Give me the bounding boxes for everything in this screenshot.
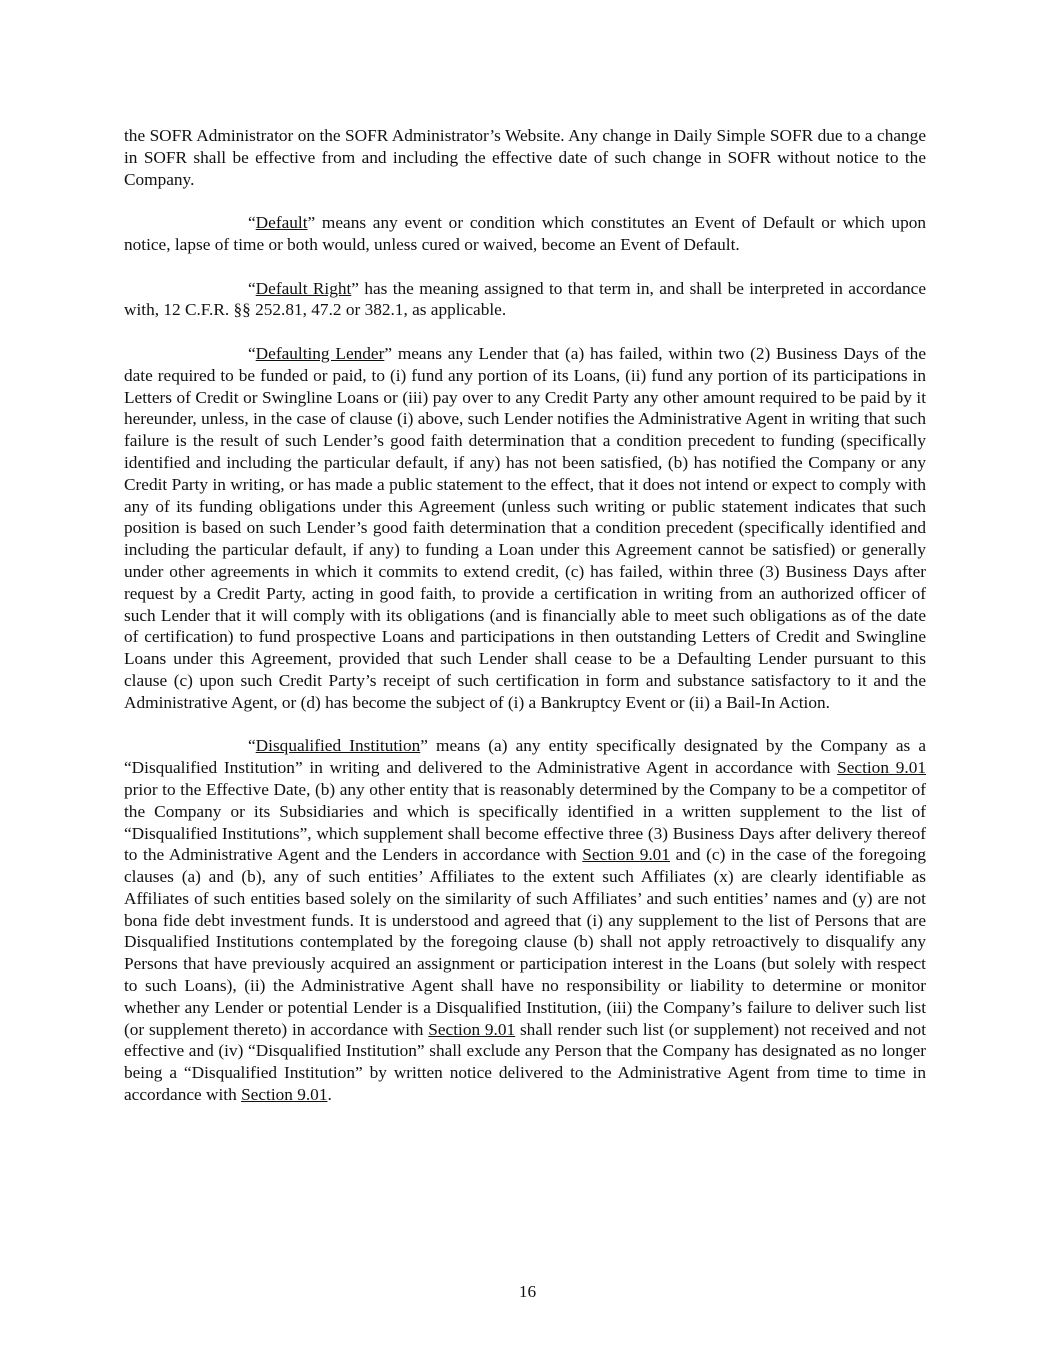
term-default-right: Default Right	[255, 278, 352, 298]
term-disqualified-institution: Disqualified Institution	[255, 736, 421, 756]
definition-text: .	[327, 1085, 332, 1105]
open-quote: “	[248, 213, 256, 233]
open-quote: “	[248, 343, 256, 363]
definition-text: ” means any Lender that (a) has failed, within two (2) Business Days of the date required to be funded or paid, to (i) fund any portion of its Loans, (ii) fund any portion of its participations in Letters of Credit or Swingline Loans or (iii) pay over to any Credit Party any other amount required to be paid by it hereunder, unless, in the case of clause (i) above, such Lender notifies the Administrative Agent in writing that such failure is the result of such Lender’s good faith determination that a condition precedent to funding (specifically identified and including the particular default, if any) has not been satisfied, (b) has notified the Company or any Credit Party in writing, or has made a public statement to the effect, that it does not intend or expect to comply with any of its funding obligations under this Agreement (unless such writing or public statement indicates that such position is based on such Lender’s good faith determination that a condition precedent (specifically identified and including the particular default, if any) to funding a Loan under this Agreement cannot be satisfied) or generally under other agreements in which it commits to extend credit, (c) has failed, within three (3) Business Days after request by a Credit Party, acting in good faith, to provide a certification in writing from an authorized officer of such Lender that it will comply with its obligations (and is financially able to meet such obligations as of the date of certification) to fund prospective Loans and participations in then outstanding Letters of Credit and Swingline Loans under this Agreement, provided that such Lender shall cease to be a Defaulting Lender pursuant to this clause (c) upon such Credit Party’s receipt of such certification in form and substance satisfactory to it and the Administrative Agent, or (d) has become the subject of (i) a Bankruptcy Event or (ii) a Bail-In Action.	[124, 343, 926, 712]
term-default: Default	[255, 213, 308, 233]
definition-defaulting-lender	[124, 343, 926, 714]
term-defaulting-lender: Defaulting Lender	[255, 343, 385, 363]
definition-text: and (c) in the case of the foregoing clauses (a) and (b), any of such entities’ Affiliates to the extent such Affiliates (x) are clearly identifiable as Affiliates of such entities based solely on the similarity of such Affiliates’ and such entities’ names and (y) are not bona fide debt investment funds. It is understood and agreed that (i) any supplement to the list of Persons that are Disqualified Institutions contemplated by the foregoing clause (b) shall not apply retroactively to disqualify any Persons that have previously acquired an assignment or participation interest in the Loans (but solely with respect to such Loans), (ii) the Administrative Agent shall have no responsibility or liability to determine or monitor whether any Lender or potential Lender is a Disqualified Institution, (iii) the Company’s failure to deliver such list (or supplement thereto) in accordance with	[124, 845, 926, 1039]
section-reference: Section 9.01	[241, 1085, 328, 1105]
definition-text: ” means (a) any entity specifically designated by the Company as a “Disqualified Institution” in writing and delivered to the Administrative Agent in accordance with	[124, 736, 926, 778]
definition-text: prior to the Effective Date, (b) any other entity that is reasonably determined by the Company to be a competitor of the Company or its Subsidiaries and which is specifically identified in a written supplement to the list of “Disqualified Institutions”, which supplement shall become effective three (3) Business Days after delivery thereof to the Administrative Agent and the Lenders in accordance with	[124, 779, 926, 865]
document-page	[124, 125, 926, 1128]
definition-disqualified-institution	[124, 735, 926, 1106]
definition-text: ” has the meaning assigned to that term in, and shall be interpreted in accordance with, 12 C.F.R. §§ 252.81, 47.2 or 382.1, as applicable.	[124, 278, 926, 320]
section-reference: Section 9.01	[428, 1019, 516, 1039]
section-reference: Section 9.01	[582, 845, 670, 865]
definition-default	[124, 212, 926, 256]
section-reference: Section 9.01	[837, 758, 926, 778]
paragraph-sofr-continuation: the SOFR Administrator on the SOFR Administrator’s Website. Any change in Daily Simple SOFR due to a change in SOFR shall be effective from and including the effective date of such change in SOFR without notice to the Company.	[124, 126, 926, 189]
open-quote: “	[248, 736, 256, 756]
open-quote: “	[248, 278, 256, 298]
definition-default-right	[124, 278, 926, 322]
page-number: 16	[518, 1282, 537, 1301]
definition-text: shall render such list (or supplement) not received and not effective and (iv) “Disqualified Institution” shall exclude any Person that the Company has designated as no longer being a “Disqualified Institution” by written notice delivered to the Administrative Agent from time to time in accordance with	[124, 1019, 927, 1105]
definition-text: ” means any event or condition which constitutes an Event of Default or which upon notice, lapse of time or both would, unless cured or waived, become an Event of Default.	[124, 213, 926, 254]
